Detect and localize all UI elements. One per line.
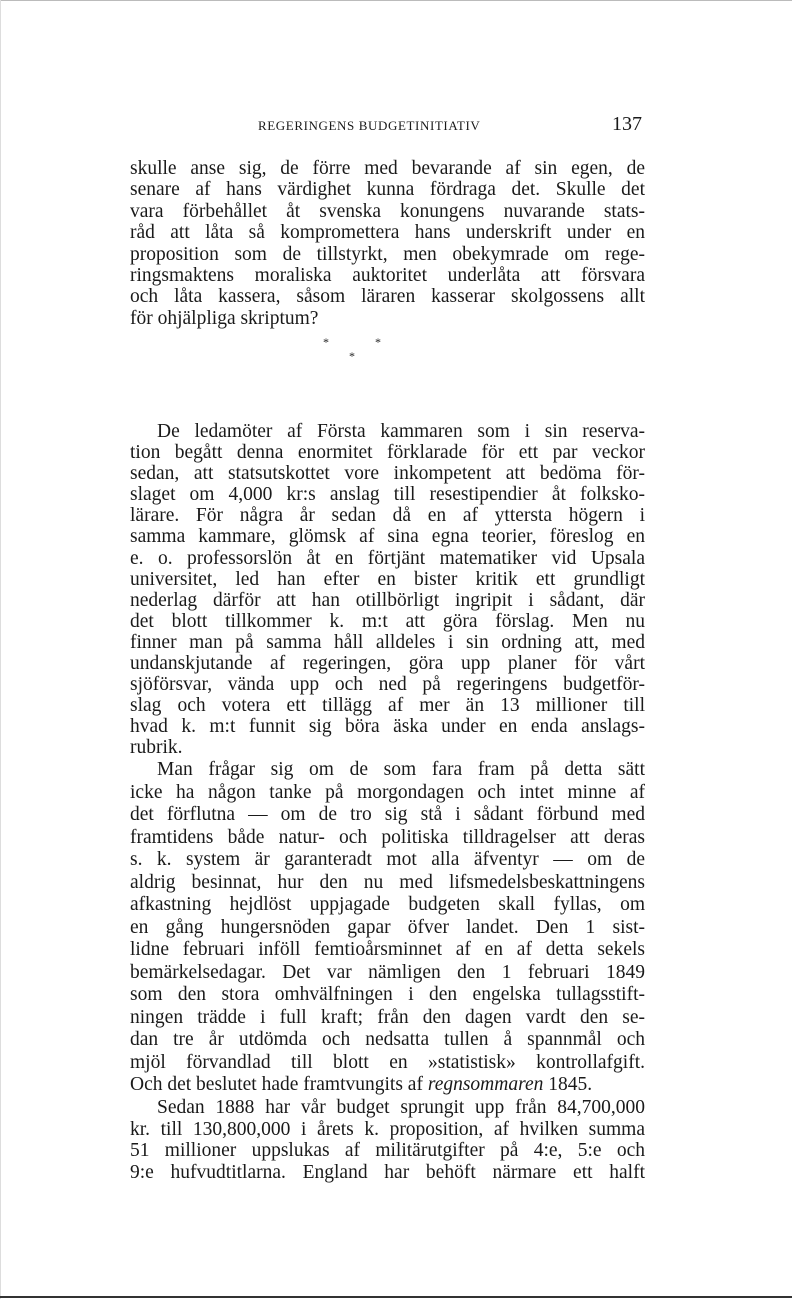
text-line: sedan, att statsutskottet vore inkompetent att bedöma för-	[130, 463, 645, 485]
text-line	[130, 1074, 645, 1097]
text-line: tion begått denna enormitet förklarade för ett par veckor	[130, 442, 645, 464]
text-line: sjöförsvar, vända upp och ned på regeringens budgetför-	[130, 674, 645, 696]
paragraph-3	[130, 759, 645, 1097]
text-line: slag och votera ett tillägg af mer än 13 millioner till	[130, 695, 645, 717]
text-line: mjöl förvandlad till blott en »statistisk» kontrollafgift.	[130, 1051, 645, 1073]
text-line: ningen trädde i full kraft; från den dagen vardt den se-	[130, 1006, 645, 1028]
text-line: för ohjälpliga skriptum?	[130, 307, 319, 329]
text-line: slaget om 4,000 kr:s anslag till resestipendier åt folksko-	[130, 484, 645, 506]
text-line: det förflutna — om de tro sig stå i sådant förbund med	[130, 804, 645, 825]
italic-term: regnsommaren	[427, 1074, 544, 1095]
text-line: bemärkelsedagar. Det var nämligen den 1 februari 1849	[130, 961, 645, 983]
page-bottom-edge	[0, 1296, 792, 1298]
text-line: det blott tillkommer k. m:t att göra förslag. Men nu	[130, 610, 645, 632]
paragraph-1	[130, 158, 645, 329]
paragraph-2	[130, 421, 645, 759]
page-number: 137	[612, 113, 642, 135]
text-line: e. o. professorslön åt en förtjänt matematiker vid Upsala	[130, 547, 645, 569]
text-line: framtidens både natur- och politiska tilldragelser att deras	[130, 826, 645, 848]
asterisk: *	[349, 349, 355, 363]
text-line: 51 millioner uppslukas af militärutgifter på 4:e, 5:e och	[130, 1140, 645, 1162]
text-line: universitet, led han efter en bister kritik ett grundligt	[130, 568, 645, 590]
text-line: senare af hans värdighet kunna fördraga det. Skulle det	[130, 179, 645, 201]
text-line: De ledamöter af Första kammaren som i sin reserva-	[157, 421, 645, 442]
text-line: samma kammare, glömsk af sina egna teorier, föreslog en	[130, 526, 645, 548]
text-segment: Och det beslutet hade framtvungits af	[130, 1074, 428, 1095]
text-line: Man frågar sig om de som fara fram på detta sätt	[157, 759, 645, 780]
text-line: proposition som de tillstyrkt, men obekymrade om rege-	[130, 243, 645, 265]
text-line: lidne februari inföll femtioårsminnet af en af detta sekels	[130, 939, 645, 960]
running-head: REGERINGENS BUDGETINITIATIV	[258, 118, 481, 133]
text-line: Sedan 1888 har vår budget sprungit upp från 84,700,000	[157, 1097, 645, 1118]
text-line: icke ha någon tanke på morgondagen och intet minne af	[130, 781, 645, 803]
text-line: skulle anse sig, de förre med bevarande af sin egen, de	[130, 158, 645, 179]
text-line: 9:e hufvudtitlarna. England har behöft närmare ett halft	[130, 1162, 645, 1184]
text-line: hvad k. m:t funnit sig böra äska under en enda anslags-	[130, 716, 645, 738]
text-line: ringsmaktens moraliska auktoritet underlåta att försvara	[130, 264, 645, 286]
page-left-edge	[0, 0, 1, 1299]
text-line: finner man på samma håll alldeles i sin ordning att, med	[130, 631, 645, 653]
page-top-edge	[0, 0, 792, 1]
text-line: nederlag därför att han otillbörligt ingripit i sådant, där	[130, 589, 645, 611]
text-line: aldrig besinnat, hur den nu med lifsmedelsbeskattningens	[130, 871, 645, 893]
text-line: dan tre år utdömda och nedsatta tullen å spannmål och	[130, 1029, 645, 1050]
text-segment: 1845.	[543, 1074, 593, 1095]
text-line: kr. till 130,800,000 i årets k. proposition, af hvilken summa	[130, 1118, 645, 1140]
text-line: råd att låta så kompromettera hans underskrift under en	[130, 222, 645, 244]
text-line: en gång hungersnöden gapar öfver landet. Den 1 sist-	[130, 916, 645, 938]
text-line: undanskjutande af regeringen, göra upp planer för vårt	[130, 653, 645, 675]
text-line: och låta kassera, såsom läraren kasserar skolgossens allt	[130, 286, 645, 308]
asterisk: *	[375, 335, 381, 349]
paragraph-4	[130, 1097, 645, 1184]
asterisk: *	[323, 335, 329, 349]
text-line: rubrik.	[130, 737, 183, 759]
text-line: afkastning hejdlöst uppjagade budgeten skall fyllas, om	[130, 894, 645, 915]
text-line: som den stora omhvälfningen i den engelska tullagsstift-	[130, 984, 645, 1005]
text-line: vara förbehållet åt svenska konungens nuvarande stats-	[130, 200, 645, 222]
text-line: lärare. För några år sedan då en af yttersta högern i	[130, 505, 645, 527]
text-line: s. k. system är garanteradt mot alla äfventyr — om de	[130, 849, 645, 870]
